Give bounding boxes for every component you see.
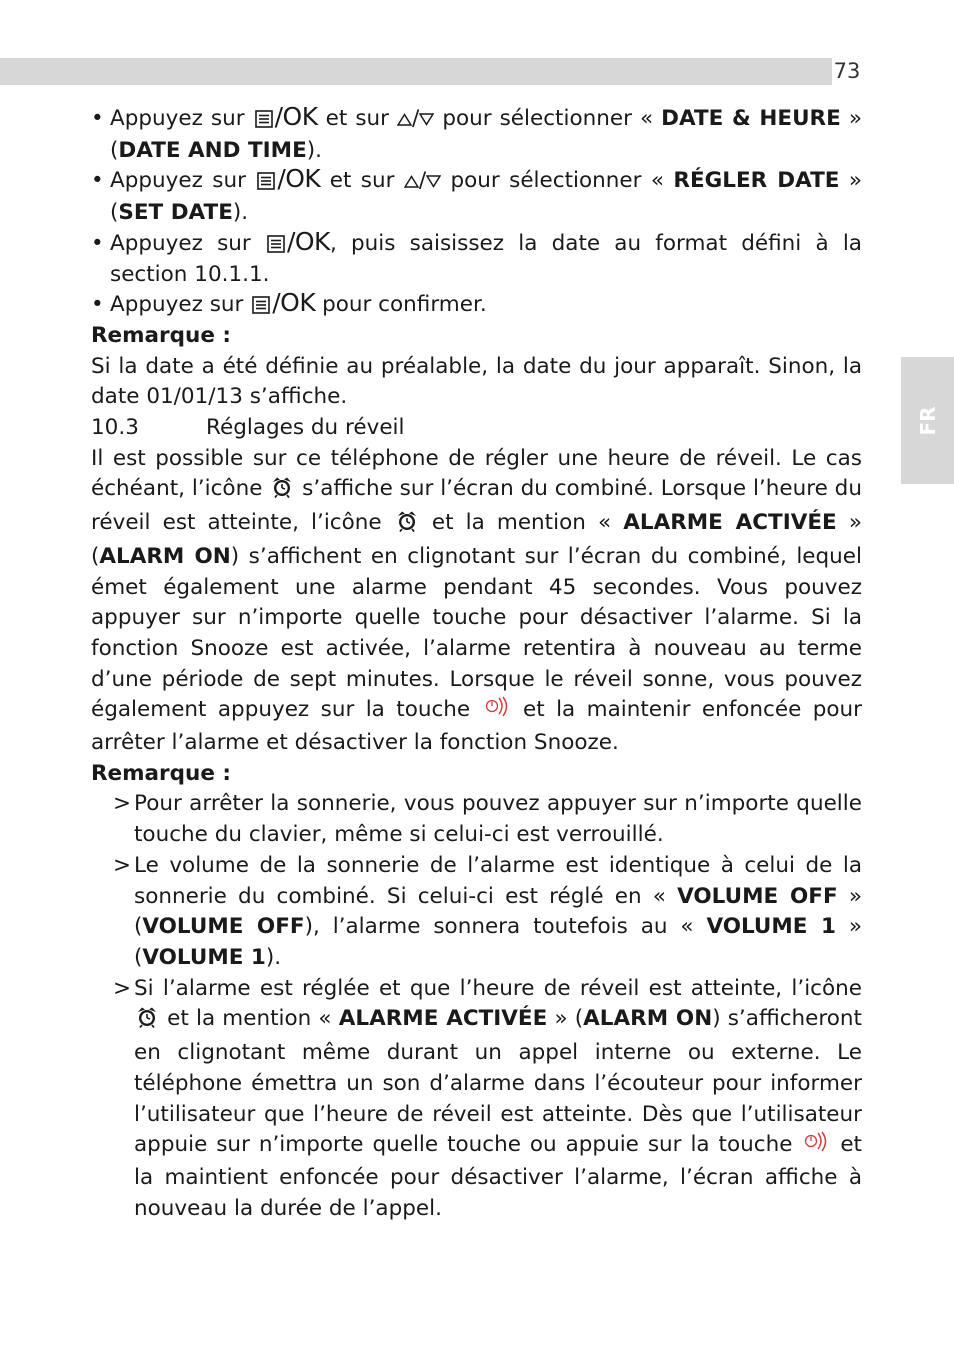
section-paragraph: Il est possible sur ce téléphone de régler une heure de réveil. Le cas échéant, l’icône s’affiche sur l’écran du combiné. Lorsque l’heure du réveil est atteinte, l’icône et la mention « ALARME ACTIVÉE » (ALARM ON) s’affichent en clignotant sur l’écran du combiné, lequel émet également une alarme pendant 45 secondes. Vous pouvez appuyer sur n’importe quelle touche pour désactiver l’alarme. Si la fonction Snooze est activée, l’alarme retentira à nouveau au terme d’une période de sept minutes. Lorsque le réveil sonne, vous pouvez également appuyez sur la touche et la maintenir enfoncée pour arrêter l’alarme et désactiver la fonction Snooze. — [91, 445, 863, 756]
up-triangle-icon — [397, 105, 412, 136]
note-list — [91, 789, 862, 1224]
list-item: > Pour arrêter la sonnerie, vous pouvez appuyer sur n’importe quelle touche du clavier, même si celui-ci est verrouillé. — [91, 789, 862, 850]
down-triangle-icon — [426, 167, 441, 198]
section-number: 10.3 — [91, 415, 139, 441]
alarm-clock-icon — [271, 476, 293, 508]
up-triangle-icon — [404, 167, 419, 198]
section-title: Réglages du réveil — [206, 415, 405, 441]
list-item: • Appuyez sur /OK pour confirmer. — [91, 290, 862, 321]
ok-key-label: /OK — [286, 226, 330, 256]
list-item: > Si l’alarme est réglée et que l’heure de réveil est atteinte, l’icône et la mention « ALARME ACTIVÉE » (ALARM ON) s’afficheront en clignotant même durant un appel interne ou externe. Le téléphone émettra un son d’alarme dans l’écouteur pour informer l’utilisateur que l’heure de réveil est atteinte. Dès que l’utilisateur appuie sur n’importe quelle touche ou appuie sur la touche et la maintient enfoncée pour désactiver l’alarme, l’écran affiche à nouveau la durée de l’appel. — [91, 974, 862, 1225]
header-bar — [0, 58, 862, 85]
power-key-icon — [484, 696, 510, 728]
down-triangle-icon — [419, 105, 434, 136]
language-tab — [901, 357, 954, 484]
menu-ok-key-icon — [255, 110, 273, 128]
note-title: Remarque : — [91, 322, 232, 348]
ok-key-label: /OK — [272, 288, 316, 318]
menu-ok-key-icon — [257, 172, 275, 190]
alarm-clock-icon — [136, 1006, 158, 1038]
section-heading — [91, 413, 862, 444]
ok-key-label: /OK — [277, 164, 321, 194]
list-item: • Appuyez sur /OK et sur / pour sélectionner « RÉGLER DATE » (SET DATE). — [91, 166, 862, 228]
ok-key-label: /OK — [274, 102, 318, 131]
note-title: Remarque : — [91, 760, 232, 786]
list-item: • Appuyez sur /OK, puis saisissez la date au format défini à la section 10.1.1. — [91, 229, 862, 290]
power-key-icon — [803, 1131, 829, 1163]
menu-ok-key-icon — [267, 235, 285, 253]
page-content — [91, 104, 862, 1224]
note-text: Si la date a été définie au préalable, la date du jour apparaît. Sinon, la date 01/01/13 s’affiche. — [91, 353, 862, 410]
page-number: 73 — [833, 59, 861, 83]
menu-ok-key-icon — [252, 296, 270, 314]
alarm-clock-icon — [396, 510, 418, 542]
language-tab-label: FR — [915, 405, 940, 436]
instruction-list — [91, 104, 862, 321]
list-item: > Le volume de la sonnerie de l’alarme est identique à celui de la sonnerie du combiné. Si celui-ci est réglé en « VOLUME OFF » (VOLUME OFF), l’alarme sonnera toutefois au « VOLUME 1 » (VOLUME 1). — [91, 851, 862, 974]
list-item: • Appuyez sur /OK et sur / pour sélectionner « DATE & HEURE » (DATE AND TIME). — [91, 104, 862, 166]
